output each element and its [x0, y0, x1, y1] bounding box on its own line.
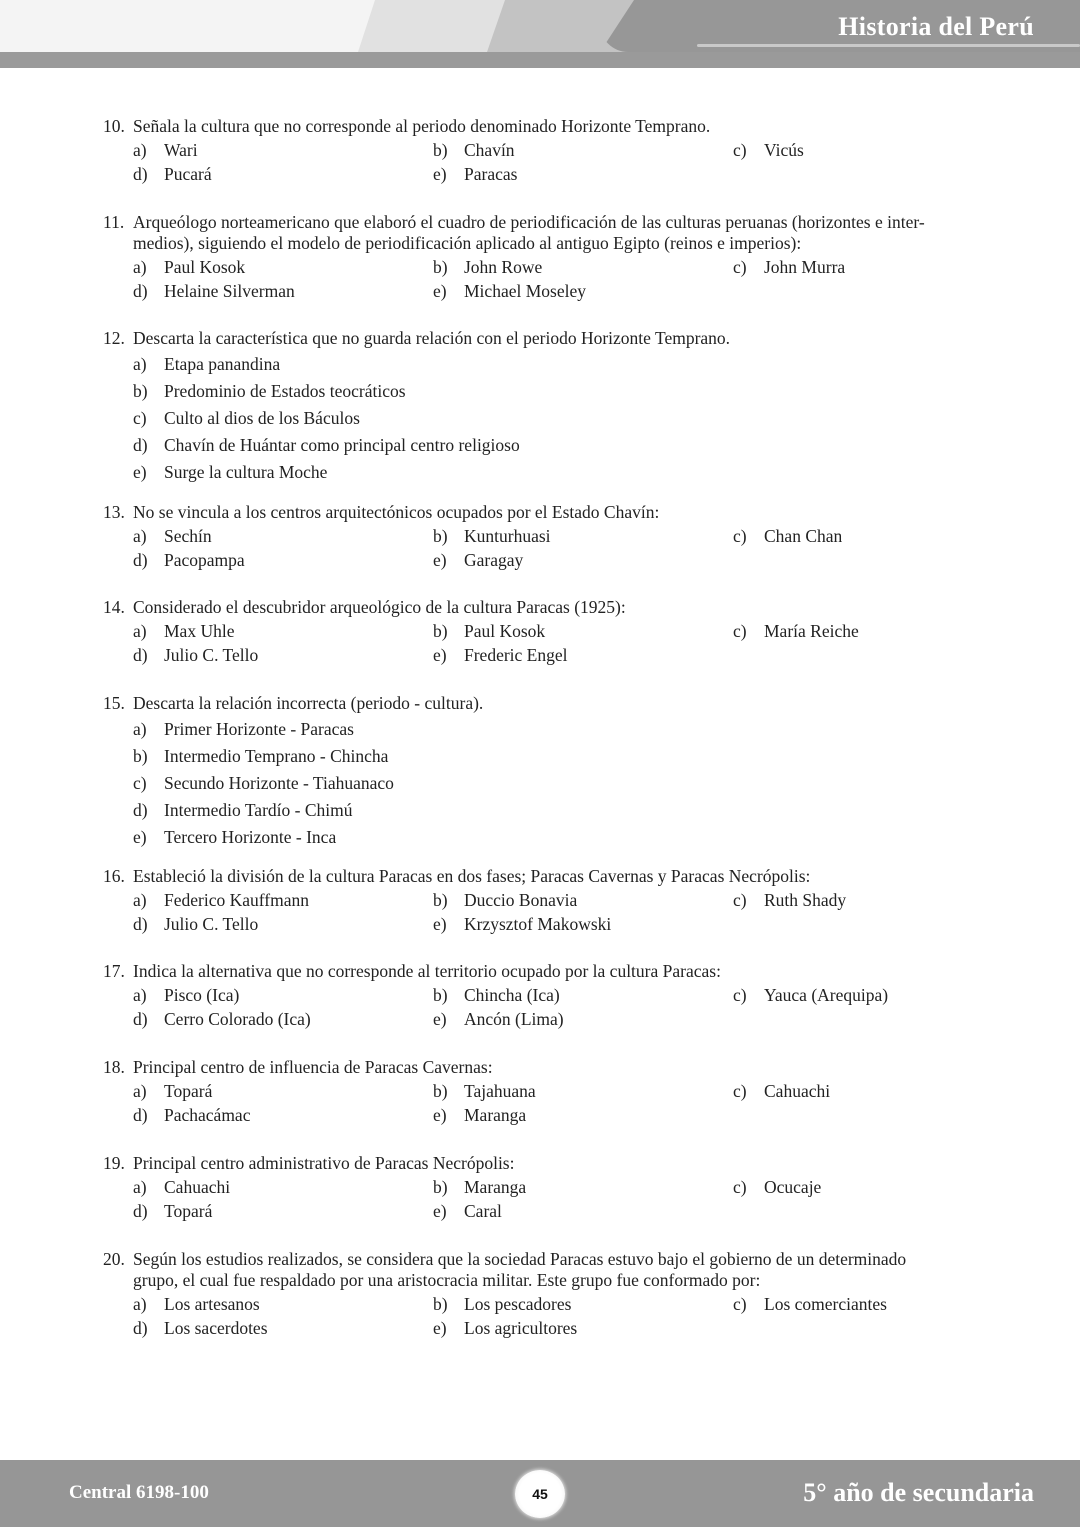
options — [133, 1177, 1013, 1225]
header-underline — [697, 44, 1080, 47]
option-b[interactable]: b) Chincha (Ica) — [433, 985, 560, 1005]
option-b[interactable]: b) Maranga — [433, 1177, 527, 1197]
options — [133, 140, 1013, 188]
option-a[interactable]: a) Cahuachi — [133, 1177, 231, 1197]
option-d[interactable]: d) Julio C. Tello — [133, 914, 259, 934]
option-b[interactable]: b) Los pescadores — [433, 1294, 572, 1314]
question-number: 14. — [103, 597, 125, 617]
footer-grade: 5° año de secundaria — [803, 1478, 1034, 1507]
question-text: No se vincula a los centros arquitectónicos ocupados por el Estado Chavín: — [133, 502, 660, 522]
option-b[interactable]: b) Tajahuana — [433, 1081, 536, 1101]
option-e[interactable]: e) Krzysztof Makowski — [433, 914, 612, 934]
options — [133, 526, 1013, 574]
option-d[interactable]: d) Helaine Silverman — [133, 281, 295, 301]
option-c[interactable]: c) Cahuachi — [733, 1081, 831, 1101]
option-a[interactable]: a) Topará — [133, 1081, 213, 1101]
option-d[interactable]: d) Cerro Colorado (Ica) — [133, 1009, 311, 1029]
question-text: Estableció la división de la cultura Paracas en dos fases; Paracas Cavernas y Paracas Necrópolis: — [133, 866, 811, 886]
question-number: 18. — [103, 1057, 125, 1077]
option-e[interactable]: e) Caral — [433, 1201, 502, 1221]
question-15 — [103, 693, 1013, 851]
question-16 — [103, 866, 1013, 938]
question-number: 10. — [103, 116, 125, 136]
option-a[interactable]: a) Wari — [133, 140, 198, 160]
option-c[interactable]: c) Culto al dios de los Báculos — [133, 408, 360, 428]
question-text: Según los estudios realizados, se considera que la sociedad Paracas estuvo bajo el gobierno de un determinado grupo, el cual fue respaldado por una aristocracia militar. Este grupo fue conformado por: — [133, 1249, 907, 1290]
question-number: 15. — [103, 693, 125, 713]
option-b[interactable]: b) Chavín — [433, 140, 515, 160]
option-c[interactable]: c) Yauca (Arequipa) — [733, 985, 889, 1005]
question-text: Señala la cultura que no corresponde al periodo denominado Horizonte Temprano. — [133, 116, 711, 136]
option-d[interactable]: d) Intermedio Tardío - Chimú — [133, 800, 353, 820]
question-number: 11. — [103, 212, 125, 232]
question-number: 16. — [103, 866, 125, 886]
question-19 — [103, 1153, 1013, 1225]
option-b[interactable]: b) Paul Kosok — [433, 621, 546, 641]
option-b[interactable]: b) John Rowe — [433, 257, 543, 277]
option-d[interactable]: d) Topará — [133, 1201, 213, 1221]
option-d[interactable]: d) Chavín de Huántar como principal centro religioso — [133, 435, 520, 455]
question-number: 20. — [103, 1249, 125, 1269]
question-11 — [103, 212, 1013, 305]
question-text: Descarta la relación incorrecta (periodo - cultura). — [133, 693, 484, 713]
option-c[interactable]: c) John Murra — [733, 257, 846, 277]
question-20 — [103, 1249, 1013, 1342]
question-10 — [103, 116, 1013, 188]
option-c[interactable]: c) Ocucaje — [733, 1177, 822, 1197]
question-number: 13. — [103, 502, 125, 522]
page-number-badge — [515, 1470, 565, 1518]
page-footer — [0, 1460, 1080, 1527]
option-d[interactable]: d) Julio C. Tello — [133, 645, 259, 665]
question-13 — [103, 502, 1013, 574]
question-text: Principal centro administrativo de Paracas Necrópolis: — [133, 1153, 515, 1173]
options — [133, 985, 1013, 1033]
page-number: 45 — [532, 1486, 548, 1502]
option-e[interactable]: e) Los agricultores — [433, 1318, 578, 1338]
question-number: 17. — [103, 961, 125, 981]
options — [133, 257, 1013, 305]
question-17 — [103, 961, 1013, 1033]
question-number: 12. — [103, 328, 125, 348]
question-text: Arqueólogo norteamericano que elaboró el cuadro de periodificación de las culturas peruanas (horizontes e inter- medios), siguiendo el modelo de periodificación aplicado al antiguo Egipto (reinos e imperios): — [133, 212, 925, 253]
question-text: Descarta la característica que no guarda relación con el periodo Horizonte Temprano. — [133, 328, 731, 348]
option-e[interactable]: e) Ancón (Lima) — [433, 1009, 564, 1029]
option-d[interactable]: d) Pacopampa — [133, 550, 245, 570]
header-bottom-bar — [0, 52, 1080, 68]
option-d[interactable]: d) Los sacerdotes — [133, 1318, 268, 1338]
question-18 — [103, 1057, 1013, 1129]
option-e[interactable]: e) Frederic Engel — [433, 645, 568, 665]
option-c[interactable]: c) Los comerciantes — [733, 1294, 887, 1314]
option-a[interactable]: a) Paul Kosok — [133, 257, 246, 277]
question-text: Indica la alternativa que no corresponde al territorio ocupado por la cultura Paracas: — [133, 961, 721, 981]
option-a[interactable]: a) Etapa panandina — [133, 354, 281, 374]
question-number: 19. — [103, 1153, 125, 1173]
option-e[interactable]: e) Maranga — [433, 1105, 527, 1125]
footer-phone: Central 6198-100 — [69, 1482, 209, 1503]
option-a[interactable]: a) Max Uhle — [133, 621, 235, 641]
option-e[interactable]: e) Paracas — [433, 164, 518, 184]
option-b[interactable]: b) Kunturhuasi — [433, 526, 551, 546]
option-a[interactable]: a) Pisco (Ica) — [133, 985, 240, 1005]
page-header — [0, 0, 1080, 68]
option-d[interactable]: d) Pucará — [133, 164, 212, 184]
option-a[interactable]: a) Sechín — [133, 526, 212, 546]
options — [133, 890, 1013, 938]
option-e[interactable]: e) Surge la cultura Moche — [133, 462, 328, 482]
option-b[interactable]: b) Duccio Bonavia — [433, 890, 578, 910]
question-text: Considerado el descubridor arqueológico de la cultura Paracas (1925): — [133, 597, 626, 617]
option-d[interactable]: d) Pachacámac — [133, 1105, 251, 1125]
option-c[interactable]: c) Vicús — [733, 140, 804, 160]
options — [133, 351, 1013, 486]
option-c[interactable]: c) Ruth Shady — [733, 890, 847, 910]
option-e[interactable]: e) Michael Moseley — [433, 281, 586, 301]
question-14 — [103, 597, 1013, 669]
options — [133, 621, 1013, 669]
options — [133, 716, 1013, 851]
option-e[interactable]: e) Garagay — [433, 550, 524, 570]
question-12 — [103, 328, 1013, 486]
option-a[interactable]: a) Los artesanos — [133, 1294, 260, 1314]
page-title: Historia del Perú — [838, 12, 1034, 41]
question-text: Principal centro de influencia de Paracas Cavernas: — [133, 1057, 493, 1077]
option-e[interactable]: e) Tercero Horizonte - Inca — [133, 827, 337, 847]
option-c[interactable]: c) Secundo Horizonte - Tiahuanaco — [133, 773, 394, 793]
option-c[interactable]: c) María Reiche — [733, 621, 859, 641]
options — [133, 1081, 1013, 1129]
option-a[interactable]: a) Primer Horizonte - Paracas — [133, 719, 354, 739]
option-b[interactable]: b) Intermedio Temprano - Chincha — [133, 746, 389, 766]
options — [133, 1294, 1013, 1342]
option-c[interactable]: c) Chan Chan — [733, 526, 843, 546]
option-a[interactable]: a) Federico Kauffmann — [133, 890, 309, 910]
option-b[interactable]: b) Predominio de Estados teocráticos — [133, 381, 406, 401]
